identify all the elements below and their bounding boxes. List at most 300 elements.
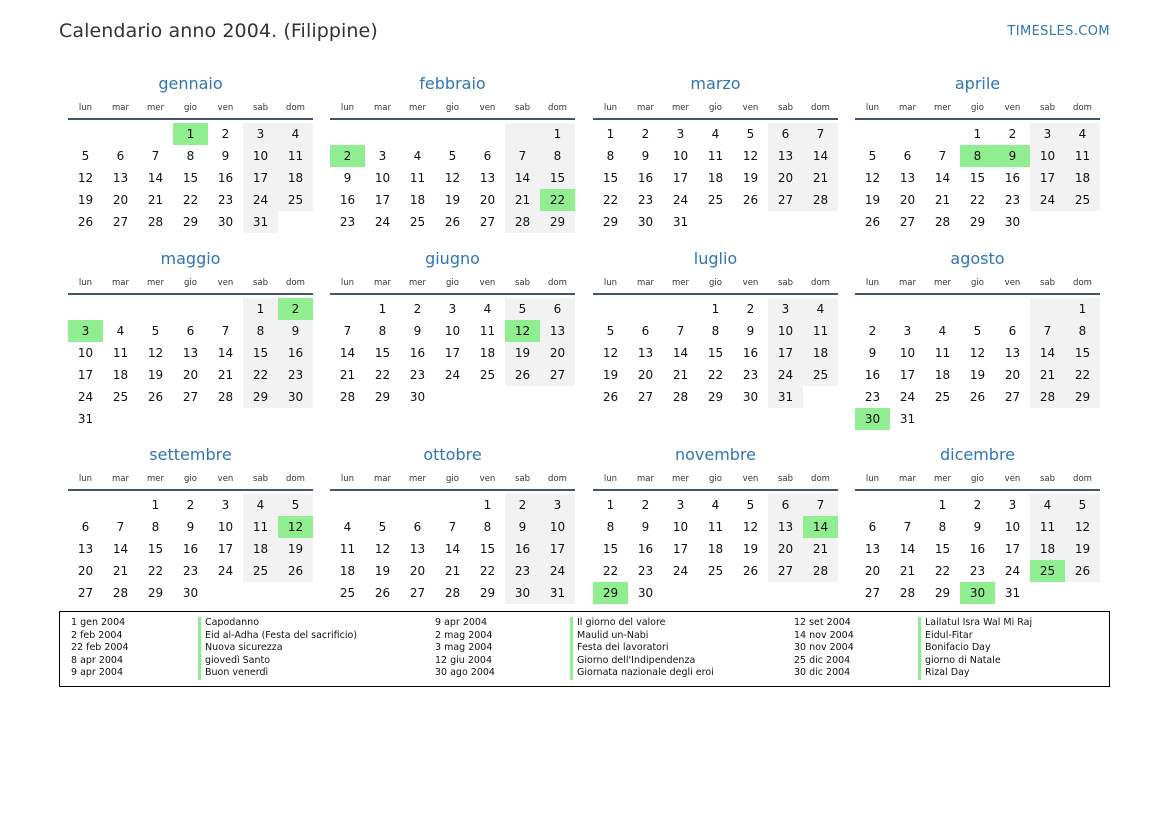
day-cell: 15 — [1065, 342, 1100, 364]
weekday-label: sab — [252, 278, 269, 288]
empty-cell — [400, 494, 435, 516]
day-cell: 12 — [374, 542, 391, 556]
empty-cell — [400, 123, 435, 145]
empty-cell — [995, 408, 1030, 430]
empty-cell — [1065, 582, 1100, 604]
day-cell: 4 — [483, 302, 492, 316]
empty-cell — [995, 298, 1030, 320]
empty-cell — [855, 298, 890, 320]
day-cell: 7 — [221, 324, 230, 338]
weekday-label: lun — [603, 474, 618, 484]
month-giugno — [330, 249, 575, 408]
day-cell: 28 — [112, 586, 129, 600]
week-row — [68, 386, 313, 408]
day-cell: 16 — [182, 542, 199, 556]
day-cell: 19 — [147, 368, 164, 382]
empty-cell — [540, 386, 575, 408]
day-cell: 22 — [540, 189, 575, 211]
week-row — [855, 342, 1100, 364]
month-settembre — [68, 445, 313, 604]
day-cell: 22 — [1065, 364, 1100, 386]
month-maggio — [68, 249, 313, 430]
weekday-header — [855, 273, 1100, 293]
day-cell: 23 — [409, 368, 426, 382]
holiday-name: Eidul-Fitar — [918, 630, 1032, 643]
month-name: febbraio — [419, 74, 486, 93]
month-name: agosto — [950, 249, 1005, 268]
day-cell: 6 — [641, 324, 650, 338]
holiday-date: 30 nov 2004 — [794, 642, 854, 654]
day-cell: 14 — [217, 346, 234, 360]
day-cell: 8 — [243, 320, 278, 342]
day-cell: 1 — [173, 123, 208, 145]
day-cell: 18 — [1065, 167, 1100, 189]
day-cell: 12 — [602, 346, 619, 360]
day-cell: 30 — [637, 215, 654, 229]
day-cell: 25 — [803, 364, 838, 386]
weekday-label: sab — [777, 103, 794, 113]
weekday-label: lun — [78, 103, 93, 113]
week-row — [68, 123, 313, 145]
empty-cell — [768, 211, 803, 233]
empty-cell — [890, 494, 925, 516]
month-name: luglio — [693, 249, 738, 268]
day-cell: 19 — [278, 538, 313, 560]
day-cell: 27 — [1004, 390, 1021, 404]
day-cell: 14 — [672, 346, 689, 360]
day-cell: 12 — [505, 320, 540, 342]
week-row — [68, 211, 313, 233]
week-row — [68, 167, 313, 189]
day-cell: 17 — [540, 538, 575, 560]
day-cell: 29 — [969, 215, 986, 229]
day-cell: 7 — [448, 520, 457, 534]
day-cell: 15 — [182, 171, 199, 185]
day-cell: 29 — [374, 390, 391, 404]
weekday-label: mar — [374, 278, 391, 288]
holiday-date: 25 dic 2004 — [794, 654, 851, 666]
day-cell: 16 — [969, 542, 986, 556]
empty-cell — [628, 298, 663, 320]
weekday-label: dom — [548, 278, 567, 288]
empty-cell — [855, 494, 890, 516]
day-cell: 18 — [934, 368, 951, 382]
empty-cell — [103, 408, 138, 430]
day-cell: 17 — [374, 193, 391, 207]
day-cell: 25 — [243, 560, 278, 582]
week-row — [593, 342, 838, 364]
empty-cell — [698, 211, 733, 233]
day-cell: 16 — [637, 171, 654, 185]
header-divider — [330, 489, 575, 491]
week-row — [330, 560, 575, 582]
empty-cell — [470, 386, 505, 408]
day-cell: 14 — [899, 542, 916, 556]
day-cell: 13 — [540, 320, 575, 342]
day-cell: 25 — [707, 564, 724, 578]
day-cell: 26 — [742, 193, 759, 207]
day-cell: 21 — [672, 368, 689, 382]
day-cell: 19 — [444, 193, 461, 207]
weekday-label: gio — [971, 474, 984, 484]
day-cell: 6 — [483, 149, 492, 163]
day-cell: 6 — [768, 123, 803, 145]
day-cell: 13 — [864, 542, 881, 556]
weekday-label: dom — [1073, 474, 1092, 484]
week-row — [855, 364, 1100, 386]
day-cell: 30 — [742, 390, 759, 404]
day-cell: 3 — [768, 298, 803, 320]
day-cell: 2 — [973, 498, 982, 512]
day-cell: 25 — [707, 193, 724, 207]
weekday-label: mer — [146, 103, 164, 113]
week-row — [855, 167, 1100, 189]
weekday-label: ven — [1004, 103, 1021, 113]
day-cell: 28 — [803, 189, 838, 211]
day-cell: 31 — [77, 412, 94, 426]
day-cell: 15 — [243, 342, 278, 364]
day-cell: 10 — [243, 145, 278, 167]
empty-cell — [103, 494, 138, 516]
day-cell: 1 — [483, 498, 492, 512]
legend-names-column — [918, 617, 1032, 680]
day-cell: 7 — [116, 520, 125, 534]
week-row — [593, 516, 838, 538]
day-cell: 16 — [742, 346, 759, 360]
day-cell: 20 — [540, 342, 575, 364]
day-cell: 2 — [221, 127, 230, 141]
weekday-label: mar — [637, 278, 654, 288]
header-divider — [593, 118, 838, 120]
weekday-label: ven — [479, 103, 496, 113]
day-cell: 18 — [707, 171, 724, 185]
day-cell: 23 — [969, 564, 986, 578]
empty-cell — [103, 298, 138, 320]
day-cell: 27 — [77, 586, 94, 600]
day-cell: 18 — [479, 346, 496, 360]
day-cell: 26 — [374, 586, 391, 600]
day-cell: 2 — [641, 127, 650, 141]
week-row — [855, 189, 1100, 211]
day-cell: 29 — [147, 586, 164, 600]
holiday-name: Giornata nazionale degli eroi — [570, 667, 714, 680]
empty-cell — [803, 211, 838, 233]
day-cell: 28 — [444, 586, 461, 600]
header-divider — [855, 293, 1100, 295]
day-cell: 2 — [413, 302, 422, 316]
day-cell: 8 — [606, 520, 615, 534]
weekday-label: mar — [112, 474, 129, 484]
day-cell: 21 — [444, 564, 461, 578]
empty-cell — [698, 582, 733, 604]
holiday-name: giorno di Natale — [918, 655, 1032, 668]
day-cell: 11 — [707, 149, 724, 163]
weekday-label: mar — [899, 278, 916, 288]
day-cell: 15 — [707, 346, 724, 360]
header-divider — [593, 489, 838, 491]
day-cell: 18 — [112, 368, 129, 382]
week-row — [68, 560, 313, 582]
day-cell: 16 — [1004, 171, 1021, 185]
weekday-label: sab — [1039, 474, 1056, 484]
day-cell: 5 — [448, 149, 457, 163]
month-marzo — [593, 74, 838, 233]
week-row — [330, 145, 575, 167]
day-cell: 1 — [1065, 298, 1100, 320]
day-cell: 17 — [672, 171, 689, 185]
header-divider — [68, 489, 313, 491]
empty-cell — [278, 408, 313, 430]
day-cell: 9 — [186, 520, 195, 534]
day-cell: 5 — [81, 149, 90, 163]
weekday-label: mer — [933, 103, 951, 113]
day-cell: 12 — [969, 346, 986, 360]
day-cell: 13 — [182, 346, 199, 360]
day-cell: 22 — [707, 368, 724, 382]
day-cell: 20 — [864, 564, 881, 578]
day-cell: 4 — [343, 520, 352, 534]
month-name: marzo — [690, 74, 741, 93]
empty-cell — [68, 298, 103, 320]
week-row — [593, 560, 838, 582]
day-cell: 17 — [768, 342, 803, 364]
holiday-name: Il giorno del valore — [570, 617, 714, 630]
week-row — [855, 211, 1100, 233]
day-cell: 13 — [409, 542, 426, 556]
week-row — [855, 494, 1100, 516]
weekday-label: lun — [78, 278, 93, 288]
holiday-name: Festa dei lavoratori — [570, 642, 714, 655]
day-cell: 6 — [186, 324, 195, 338]
day-cell: 19 — [742, 171, 759, 185]
day-cell: 9 — [995, 145, 1030, 167]
day-cell: 30 — [637, 586, 654, 600]
day-cell: 4 — [243, 494, 278, 516]
day-cell: 20 — [479, 193, 496, 207]
day-cell: 21 — [147, 193, 164, 207]
day-cell: 24 — [540, 560, 575, 582]
day-cell: 24 — [444, 368, 461, 382]
weekday-label: gio — [709, 474, 722, 484]
week-row — [855, 560, 1100, 582]
day-cell: 10 — [77, 346, 94, 360]
day-cell: 16 — [637, 542, 654, 556]
day-cell: 29 — [593, 582, 628, 604]
day-cell: 2 — [505, 494, 540, 516]
day-cell: 21 — [1030, 364, 1065, 386]
day-cell: 15 — [934, 542, 951, 556]
weekday-label: sab — [1039, 103, 1056, 113]
holiday-name: Maulid un-Nabi — [570, 630, 714, 643]
day-cell: 17 — [1004, 542, 1021, 556]
empty-cell — [330, 123, 365, 145]
day-cell: 24 — [672, 193, 689, 207]
legend-names-column — [570, 617, 714, 680]
day-cell: 3 — [676, 498, 685, 512]
weekday-label: dom — [811, 278, 830, 288]
week-row — [330, 342, 575, 364]
day-cell: 29 — [182, 215, 199, 229]
site-link[interactable]: TIMESLES.COM — [1007, 24, 1110, 39]
day-cell: 23 — [742, 368, 759, 382]
day-cell: 13 — [112, 171, 129, 185]
day-cell: 15 — [540, 167, 575, 189]
weekday-label: ven — [479, 278, 496, 288]
day-cell: 4 — [711, 498, 720, 512]
empty-cell — [138, 123, 173, 145]
weekday-label: mer — [671, 103, 689, 113]
day-cell: 26 — [278, 560, 313, 582]
holiday-name: Eid al-Adha (Festa del sacrificio) — [198, 630, 357, 643]
day-cell: 22 — [479, 564, 496, 578]
day-cell: 25 — [409, 215, 426, 229]
empty-cell — [365, 494, 400, 516]
day-cell: 4 — [413, 149, 422, 163]
empty-cell — [435, 386, 470, 408]
holiday-date: 9 apr 2004 — [435, 617, 488, 628]
weekday-label: ven — [742, 103, 759, 113]
day-cell: 6 — [1008, 324, 1017, 338]
day-cell: 7 — [1030, 320, 1065, 342]
day-cell: 10 — [1004, 520, 1021, 534]
weekday-label: gio — [971, 278, 984, 288]
day-cell: 3 — [448, 302, 457, 316]
day-cell: 15 — [479, 542, 496, 556]
day-cell: 10 — [768, 320, 803, 342]
month-gennaio — [68, 74, 313, 233]
day-cell: 30 — [855, 408, 890, 430]
day-cell: 23 — [217, 193, 234, 207]
day-cell: 31 — [768, 386, 803, 408]
weekday-header — [855, 469, 1100, 489]
day-cell: 8 — [711, 324, 720, 338]
weekday-label: sab — [514, 103, 531, 113]
holiday-name: Bonifacio Day — [918, 642, 1032, 655]
day-cell: 28 — [672, 390, 689, 404]
day-cell: 27 — [409, 586, 426, 600]
week-row — [68, 342, 313, 364]
day-cell: 12 — [742, 520, 759, 534]
week-row — [593, 494, 838, 516]
day-cell: 21 — [505, 189, 540, 211]
weekday-label: gio — [446, 103, 459, 113]
weekday-label: mer — [146, 278, 164, 288]
day-cell: 15 — [602, 542, 619, 556]
header-divider — [855, 118, 1100, 120]
month-name: novembre — [674, 445, 757, 464]
day-cell: 21 — [899, 564, 916, 578]
day-cell: 12 — [1065, 516, 1100, 538]
empty-cell — [243, 582, 278, 604]
day-cell: 5 — [868, 149, 877, 163]
empty-cell — [768, 582, 803, 604]
week-row — [593, 189, 838, 211]
day-cell: 10 — [540, 516, 575, 538]
header-divider — [855, 489, 1100, 491]
day-cell: 7 — [803, 123, 838, 145]
empty-cell — [925, 408, 960, 430]
day-cell: 13 — [77, 542, 94, 556]
empty-cell — [505, 386, 540, 408]
weekday-label: dom — [548, 103, 567, 113]
day-cell: 2 — [641, 498, 650, 512]
day-cell: 1 — [938, 498, 947, 512]
weekday-label: gio — [971, 103, 984, 113]
day-cell: 19 — [1065, 538, 1100, 560]
day-cell: 26 — [742, 564, 759, 578]
day-cell: 11 — [934, 346, 951, 360]
day-cell: 5 — [151, 324, 160, 338]
week-row — [593, 364, 838, 386]
day-cell: 4 — [803, 298, 838, 320]
empty-cell — [925, 298, 960, 320]
weekday-label: mer — [408, 103, 426, 113]
day-cell: 30 — [278, 386, 313, 408]
week-row — [68, 516, 313, 538]
empty-cell — [1065, 211, 1100, 233]
day-cell: 3 — [903, 324, 912, 338]
day-cell: 24 — [243, 189, 278, 211]
day-cell: 2 — [186, 498, 195, 512]
day-cell: 2 — [330, 145, 365, 167]
day-cell: 31 — [540, 582, 575, 604]
day-cell: 23 — [1004, 193, 1021, 207]
day-cell: 9 — [746, 324, 755, 338]
day-cell: 13 — [768, 145, 803, 167]
weekday-header — [593, 469, 838, 489]
day-cell: 5 — [746, 498, 755, 512]
day-cell: 2 — [1008, 127, 1017, 141]
weekday-label: mer — [671, 278, 689, 288]
day-cell: 7 — [343, 324, 352, 338]
week-row — [855, 408, 1100, 430]
weekday-label: gio — [184, 103, 197, 113]
day-cell: 16 — [217, 171, 234, 185]
empty-cell — [505, 123, 540, 145]
weekday-label: sab — [252, 474, 269, 484]
day-cell: 27 — [864, 586, 881, 600]
day-cell: 12 — [147, 346, 164, 360]
day-cell: 2 — [868, 324, 877, 338]
day-cell: 14 — [803, 516, 838, 538]
holiday-name: Rizal Day — [918, 667, 1032, 680]
week-row — [330, 494, 575, 516]
header-divider — [330, 118, 575, 120]
day-cell: 3 — [378, 149, 387, 163]
day-cell: 27 — [112, 215, 129, 229]
day-cell: 28 — [803, 560, 838, 582]
day-cell: 5 — [378, 520, 387, 534]
day-cell: 28 — [934, 215, 951, 229]
weekday-header — [593, 98, 838, 118]
week-row — [330, 538, 575, 560]
empty-cell — [103, 123, 138, 145]
day-cell: 24 — [672, 564, 689, 578]
day-cell: 6 — [868, 520, 877, 534]
weekday-label: gio — [184, 474, 197, 484]
month-name: settembre — [149, 445, 232, 464]
day-cell: 3 — [1008, 498, 1017, 512]
day-cell: 1 — [606, 127, 615, 141]
weekday-header — [593, 273, 838, 293]
day-cell: 10 — [1030, 145, 1065, 167]
week-row — [593, 582, 838, 604]
empty-cell — [1065, 408, 1100, 430]
weekday-label: mar — [112, 278, 129, 288]
empty-cell — [138, 298, 173, 320]
day-cell: 1 — [378, 302, 387, 316]
day-cell: 19 — [374, 564, 391, 578]
